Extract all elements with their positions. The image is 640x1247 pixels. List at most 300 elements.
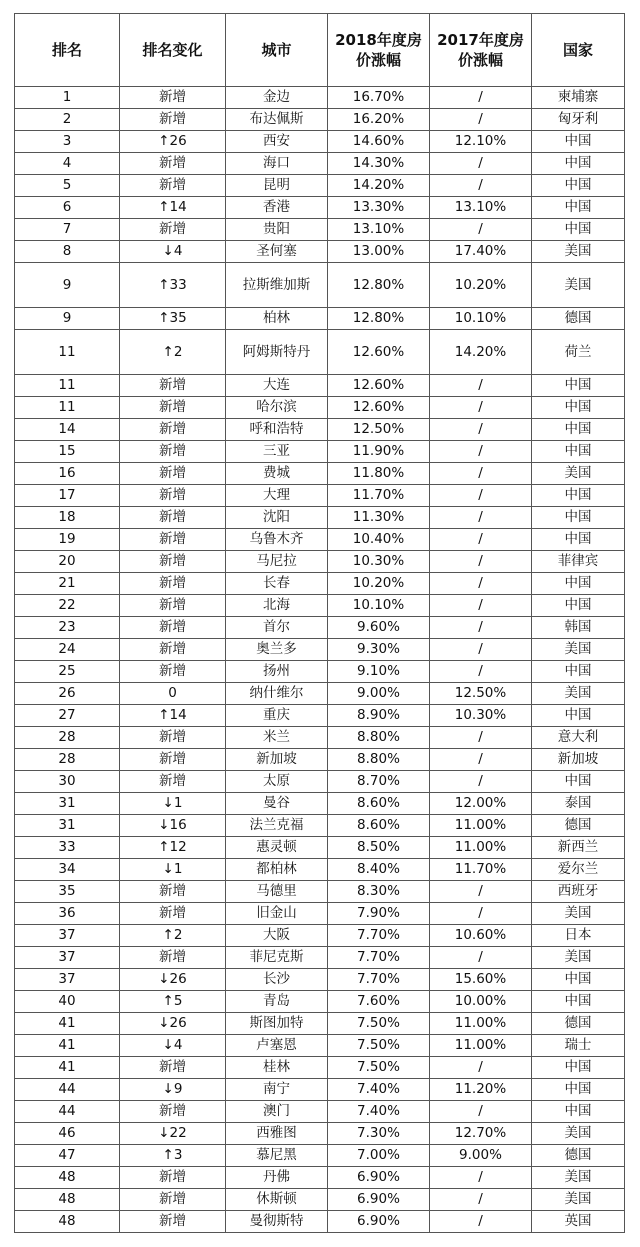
cell-country: 中国	[532, 219, 625, 241]
header-2018-growth	[328, 14, 430, 87]
table-row	[15, 1189, 625, 1211]
cell-rank-change: 新增	[120, 419, 226, 441]
cell-rank-change: ↓22	[120, 1123, 226, 1145]
table-row	[15, 595, 625, 617]
table-row	[15, 837, 625, 859]
cell-rank-change: ↑14	[120, 197, 226, 219]
header-city: 城市	[226, 14, 328, 87]
cell-city: 旧金山	[226, 903, 328, 925]
cell-2018-growth: 8.60%	[328, 793, 430, 815]
cell-country: 新加坡	[532, 749, 625, 771]
cell-2018-growth: 7.60%	[328, 991, 430, 1013]
cell-city: 重庆	[226, 705, 328, 727]
cell-city: 首尔	[226, 617, 328, 639]
cell-2018-growth: 12.80%	[328, 308, 430, 330]
table-row	[15, 1057, 625, 1079]
cell-country: 德国	[532, 1013, 625, 1035]
cell-country: 爱尔兰	[532, 859, 625, 881]
cell-rank: 4	[15, 153, 120, 175]
cell-rank-change: 新增	[120, 727, 226, 749]
table-row	[15, 397, 625, 419]
cell-country: 中国	[532, 441, 625, 463]
cell-rank: 11	[15, 375, 120, 397]
table-row	[15, 1211, 625, 1233]
cell-2017-growth: 12.10%	[430, 131, 532, 153]
cell-country: 中国	[532, 705, 625, 727]
cell-rank: 47	[15, 1145, 120, 1167]
cell-2017-growth: /	[430, 1057, 532, 1079]
cell-city: 大理	[226, 485, 328, 507]
cell-rank: 1	[15, 87, 120, 109]
table-row	[15, 1035, 625, 1057]
cell-2017-growth: /	[430, 903, 532, 925]
cell-2018-growth: 7.50%	[328, 1013, 430, 1035]
cell-rank-change: 新增	[120, 661, 226, 683]
cell-2018-growth: 8.70%	[328, 771, 430, 793]
cell-2017-growth: /	[430, 441, 532, 463]
cell-rank-change: 新增	[120, 375, 226, 397]
cell-rank: 48	[15, 1211, 120, 1233]
cell-city: 长沙	[226, 969, 328, 991]
table-row	[15, 1101, 625, 1123]
cell-rank: 25	[15, 661, 120, 683]
cell-2018-growth: 9.60%	[328, 617, 430, 639]
cell-country: 德国	[532, 1145, 625, 1167]
cell-country: 中国	[532, 661, 625, 683]
cell-country: 日本	[532, 925, 625, 947]
cell-2017-growth: 11.00%	[430, 1013, 532, 1035]
cell-city: 太原	[226, 771, 328, 793]
cell-2018-growth: 8.40%	[328, 859, 430, 881]
table-row	[15, 639, 625, 661]
cell-2018-growth: 10.20%	[328, 573, 430, 595]
cell-city: 昆明	[226, 175, 328, 197]
cell-2017-growth: /	[430, 463, 532, 485]
cell-2017-growth: 11.00%	[430, 815, 532, 837]
cell-2017-growth: /	[430, 485, 532, 507]
header-row	[15, 14, 625, 87]
cell-rank: 41	[15, 1013, 120, 1035]
cell-2017-growth: /	[430, 1189, 532, 1211]
ranking-table	[14, 13, 625, 1233]
cell-2017-growth: /	[430, 87, 532, 109]
cell-city: 斯图加特	[226, 1013, 328, 1035]
cell-country: 美国	[532, 1167, 625, 1189]
cell-rank: 44	[15, 1101, 120, 1123]
cell-rank-change: ↑14	[120, 705, 226, 727]
table-row	[15, 1167, 625, 1189]
cell-2017-growth: /	[430, 947, 532, 969]
cell-2017-growth: /	[430, 617, 532, 639]
cell-2018-growth: 11.70%	[328, 485, 430, 507]
cell-country: 美国	[532, 639, 625, 661]
cell-2018-growth: 7.40%	[328, 1079, 430, 1101]
cell-2017-growth: /	[430, 219, 532, 241]
header-2017-growth-line1: 2017年度房	[437, 30, 524, 49]
cell-rank-change: 新增	[120, 397, 226, 419]
cell-country: 中国	[532, 397, 625, 419]
cell-rank: 28	[15, 749, 120, 771]
table-row	[15, 87, 625, 109]
cell-2017-growth: 17.40%	[430, 241, 532, 263]
cell-rank-change: ↑3	[120, 1145, 226, 1167]
cell-country: 中国	[532, 991, 625, 1013]
cell-2018-growth: 12.60%	[328, 330, 430, 375]
cell-country: 泰国	[532, 793, 625, 815]
cell-city: 青岛	[226, 991, 328, 1013]
cell-2017-growth: 12.50%	[430, 683, 532, 705]
cell-rank: 11	[15, 330, 120, 375]
cell-2017-growth: 12.70%	[430, 1123, 532, 1145]
cell-2017-growth: /	[430, 397, 532, 419]
cell-2017-growth: /	[430, 661, 532, 683]
cell-rank-change: ↑2	[120, 330, 226, 375]
table-row	[15, 1123, 625, 1145]
cell-rank: 31	[15, 793, 120, 815]
cell-city: 大连	[226, 375, 328, 397]
table-row	[15, 749, 625, 771]
header-2018-growth-line2: 价涨幅	[355, 51, 401, 69]
cell-rank: 46	[15, 1123, 120, 1145]
cell-2017-growth: /	[430, 727, 532, 749]
table-row	[15, 683, 625, 705]
cell-2018-growth: 13.10%	[328, 219, 430, 241]
cell-2017-growth: 10.60%	[430, 925, 532, 947]
cell-2017-growth: 12.00%	[430, 793, 532, 815]
cell-rank-change: 新增	[120, 153, 226, 175]
table-row	[15, 441, 625, 463]
cell-country: 中国	[532, 1057, 625, 1079]
table-row	[15, 947, 625, 969]
cell-2017-growth: /	[430, 573, 532, 595]
table-row	[15, 969, 625, 991]
cell-2017-growth: /	[430, 771, 532, 793]
header-2017-growth-line2: 价涨幅	[457, 51, 503, 69]
cell-city: 南宁	[226, 1079, 328, 1101]
cell-city: 西安	[226, 131, 328, 153]
cell-rank-change: 新增	[120, 485, 226, 507]
cell-2018-growth: 8.80%	[328, 749, 430, 771]
cell-2018-growth: 7.90%	[328, 903, 430, 925]
table-row	[15, 991, 625, 1013]
cell-rank-change: 新增	[120, 87, 226, 109]
cell-city: 圣何塞	[226, 241, 328, 263]
cell-2017-growth: /	[430, 507, 532, 529]
cell-rank-change: 新增	[120, 903, 226, 925]
cell-2018-growth: 7.30%	[328, 1123, 430, 1145]
header-rank: 排名	[15, 14, 120, 87]
cell-rank-change: 新增	[120, 219, 226, 241]
cell-rank: 9	[15, 263, 120, 308]
cell-2018-growth: 7.70%	[328, 969, 430, 991]
header-country: 国家	[532, 14, 625, 87]
cell-2018-growth: 14.60%	[328, 131, 430, 153]
cell-2018-growth: 7.70%	[328, 925, 430, 947]
table-row	[15, 617, 625, 639]
table-row	[15, 815, 625, 837]
cell-rank-change: 新增	[120, 947, 226, 969]
cell-2018-growth: 6.90%	[328, 1211, 430, 1233]
cell-2017-growth: 11.00%	[430, 1035, 532, 1057]
cell-city: 法兰克福	[226, 815, 328, 837]
cell-country: 美国	[532, 263, 625, 308]
cell-2017-growth: 15.60%	[430, 969, 532, 991]
table-row	[15, 263, 625, 308]
table-row	[15, 529, 625, 551]
cell-2018-growth: 13.30%	[328, 197, 430, 219]
cell-rank-change: ↓4	[120, 1035, 226, 1057]
cell-rank: 5	[15, 175, 120, 197]
cell-city: 桂林	[226, 1057, 328, 1079]
cell-rank: 18	[15, 507, 120, 529]
cell-country: 中国	[532, 419, 625, 441]
cell-rank: 8	[15, 241, 120, 263]
cell-rank-change: ↓1	[120, 793, 226, 815]
table-row	[15, 308, 625, 330]
cell-rank: 2	[15, 109, 120, 131]
cell-2018-growth: 10.40%	[328, 529, 430, 551]
cell-country: 中国	[532, 529, 625, 551]
cell-rank-change: 新增	[120, 463, 226, 485]
cell-rank-change: 新增	[120, 771, 226, 793]
cell-2017-growth: 11.20%	[430, 1079, 532, 1101]
cell-country: 新西兰	[532, 837, 625, 859]
header-2017-growth	[430, 14, 532, 87]
cell-city: 丹佛	[226, 1167, 328, 1189]
cell-city: 费城	[226, 463, 328, 485]
cell-2018-growth: 11.30%	[328, 507, 430, 529]
cell-city: 奥兰多	[226, 639, 328, 661]
cell-city: 菲尼克斯	[226, 947, 328, 969]
cell-2017-growth: /	[430, 419, 532, 441]
cell-2018-growth: 8.90%	[328, 705, 430, 727]
cell-2017-growth: /	[430, 595, 532, 617]
cell-rank-change: 新增	[120, 749, 226, 771]
cell-2017-growth: 11.00%	[430, 837, 532, 859]
cell-rank-change: 新增	[120, 595, 226, 617]
cell-rank-change: ↓4	[120, 241, 226, 263]
table-row	[15, 419, 625, 441]
cell-2018-growth: 10.10%	[328, 595, 430, 617]
cell-rank: 7	[15, 219, 120, 241]
cell-rank-change: 新增	[120, 1167, 226, 1189]
cell-rank-change: 新增	[120, 1057, 226, 1079]
cell-rank: 31	[15, 815, 120, 837]
table-body	[15, 87, 625, 1233]
cell-country: 中国	[532, 595, 625, 617]
cell-country: 西班牙	[532, 881, 625, 903]
cell-rank-change: ↓1	[120, 859, 226, 881]
cell-rank: 17	[15, 485, 120, 507]
table-row	[15, 485, 625, 507]
cell-2017-growth: /	[430, 1167, 532, 1189]
cell-country: 德国	[532, 815, 625, 837]
cell-country: 美国	[532, 683, 625, 705]
table-row	[15, 507, 625, 529]
cell-2018-growth: 11.80%	[328, 463, 430, 485]
cell-city: 呼和浩特	[226, 419, 328, 441]
cell-city: 哈尔滨	[226, 397, 328, 419]
cell-2018-growth: 7.40%	[328, 1101, 430, 1123]
cell-rank-change: 新增	[120, 529, 226, 551]
cell-rank-change: ↑12	[120, 837, 226, 859]
cell-2018-growth: 6.90%	[328, 1189, 430, 1211]
cell-2017-growth: 10.00%	[430, 991, 532, 1013]
cell-rank-change: 新增	[120, 441, 226, 463]
cell-city: 香港	[226, 197, 328, 219]
cell-2018-growth: 12.50%	[328, 419, 430, 441]
table-row	[15, 197, 625, 219]
cell-city: 沈阳	[226, 507, 328, 529]
cell-2017-growth: 11.70%	[430, 859, 532, 881]
cell-country: 柬埔寨	[532, 87, 625, 109]
cell-2018-growth: 11.90%	[328, 441, 430, 463]
cell-city: 马尼拉	[226, 551, 328, 573]
cell-2017-growth: /	[430, 153, 532, 175]
cell-2018-growth: 9.10%	[328, 661, 430, 683]
cell-rank: 27	[15, 705, 120, 727]
cell-rank: 41	[15, 1057, 120, 1079]
table-row	[15, 661, 625, 683]
cell-2018-growth: 7.50%	[328, 1035, 430, 1057]
cell-2018-growth: 7.70%	[328, 947, 430, 969]
cell-rank: 48	[15, 1167, 120, 1189]
cell-city: 阿姆斯特丹	[226, 330, 328, 375]
cell-city: 北海	[226, 595, 328, 617]
cell-2017-growth: /	[430, 881, 532, 903]
cell-rank-change: 0	[120, 683, 226, 705]
cell-rank-change: 新增	[120, 1189, 226, 1211]
cell-city: 布达佩斯	[226, 109, 328, 131]
cell-city: 贵阳	[226, 219, 328, 241]
table-row	[15, 1145, 625, 1167]
cell-rank-change: ↓16	[120, 815, 226, 837]
cell-2017-growth: /	[430, 1101, 532, 1123]
cell-rank: 35	[15, 881, 120, 903]
cell-2018-growth: 7.50%	[328, 1057, 430, 1079]
table-row	[15, 903, 625, 925]
cell-rank: 24	[15, 639, 120, 661]
cell-2018-growth: 14.20%	[328, 175, 430, 197]
cell-country: 中国	[532, 771, 625, 793]
cell-rank: 40	[15, 991, 120, 1013]
cell-city: 卢塞恩	[226, 1035, 328, 1057]
cell-city: 长春	[226, 573, 328, 595]
cell-2017-growth: /	[430, 529, 532, 551]
cell-rank: 36	[15, 903, 120, 925]
cell-2017-growth: /	[430, 109, 532, 131]
cell-rank-change: 新增	[120, 109, 226, 131]
cell-rank-change: ↓9	[120, 1079, 226, 1101]
cell-country: 中国	[532, 573, 625, 595]
cell-2017-growth: /	[430, 1211, 532, 1233]
cell-city: 乌鲁木齐	[226, 529, 328, 551]
cell-rank: 3	[15, 131, 120, 153]
cell-rank: 33	[15, 837, 120, 859]
cell-rank-change: ↑33	[120, 263, 226, 308]
cell-2018-growth: 8.50%	[328, 837, 430, 859]
cell-rank: 21	[15, 573, 120, 595]
cell-2018-growth: 12.60%	[328, 397, 430, 419]
cell-country: 中国	[532, 507, 625, 529]
cell-city: 曼彻斯特	[226, 1211, 328, 1233]
cell-country: 中国	[532, 131, 625, 153]
cell-2017-growth: 10.10%	[430, 308, 532, 330]
cell-2017-growth: /	[430, 749, 532, 771]
cell-city: 惠灵顿	[226, 837, 328, 859]
table-row	[15, 109, 625, 131]
cell-2017-growth: 10.30%	[430, 705, 532, 727]
cell-rank-change: 新增	[120, 1101, 226, 1123]
header-rank-change: 排名变化	[120, 14, 226, 87]
cell-2018-growth: 10.30%	[328, 551, 430, 573]
cell-country: 中国	[532, 1079, 625, 1101]
cell-city: 扬州	[226, 661, 328, 683]
cell-rank: 23	[15, 617, 120, 639]
cell-country: 美国	[532, 463, 625, 485]
cell-rank-change: ↑5	[120, 991, 226, 1013]
cell-city: 拉斯维加斯	[226, 263, 328, 308]
cell-rank-change: 新增	[120, 881, 226, 903]
cell-rank-change: 新增	[120, 617, 226, 639]
cell-2018-growth: 9.00%	[328, 683, 430, 705]
cell-2017-growth: /	[430, 175, 532, 197]
cell-country: 英国	[532, 1211, 625, 1233]
cell-city: 柏林	[226, 308, 328, 330]
table-row	[15, 463, 625, 485]
cell-rank-change: 新增	[120, 551, 226, 573]
cell-2017-growth: /	[430, 551, 532, 573]
cell-city: 马德里	[226, 881, 328, 903]
cell-rank: 16	[15, 463, 120, 485]
cell-country: 美国	[532, 947, 625, 969]
cell-rank: 14	[15, 419, 120, 441]
cell-country: 意大利	[532, 727, 625, 749]
cell-city: 金边	[226, 87, 328, 109]
cell-country: 中国	[532, 175, 625, 197]
table-row	[15, 1079, 625, 1101]
cell-rank-change: 新增	[120, 507, 226, 529]
header-2018-growth-line1: 2018年度房	[335, 30, 422, 49]
cell-country: 美国	[532, 1189, 625, 1211]
table-row	[15, 131, 625, 153]
table-row	[15, 175, 625, 197]
cell-2017-growth: 9.00%	[430, 1145, 532, 1167]
cell-country: 瑞士	[532, 1035, 625, 1057]
cell-country: 中国	[532, 485, 625, 507]
cell-rank-change: ↑26	[120, 131, 226, 153]
cell-rank: 44	[15, 1079, 120, 1101]
cell-2018-growth: 6.90%	[328, 1167, 430, 1189]
cell-rank-change: ↑35	[120, 308, 226, 330]
cell-rank-change: 新增	[120, 573, 226, 595]
cell-city: 慕尼黑	[226, 1145, 328, 1167]
cell-country: 匈牙利	[532, 109, 625, 131]
cell-rank-change: 新增	[120, 1211, 226, 1233]
table-row	[15, 573, 625, 595]
cell-rank: 37	[15, 969, 120, 991]
cell-2018-growth: 16.70%	[328, 87, 430, 109]
cell-country: 德国	[532, 308, 625, 330]
table-row	[15, 859, 625, 881]
cell-rank: 22	[15, 595, 120, 617]
cell-city: 都柏林	[226, 859, 328, 881]
cell-country: 美国	[532, 241, 625, 263]
cell-rank: 26	[15, 683, 120, 705]
cell-country: 荷兰	[532, 330, 625, 375]
cell-country: 菲律宾	[532, 551, 625, 573]
cell-city: 大阪	[226, 925, 328, 947]
